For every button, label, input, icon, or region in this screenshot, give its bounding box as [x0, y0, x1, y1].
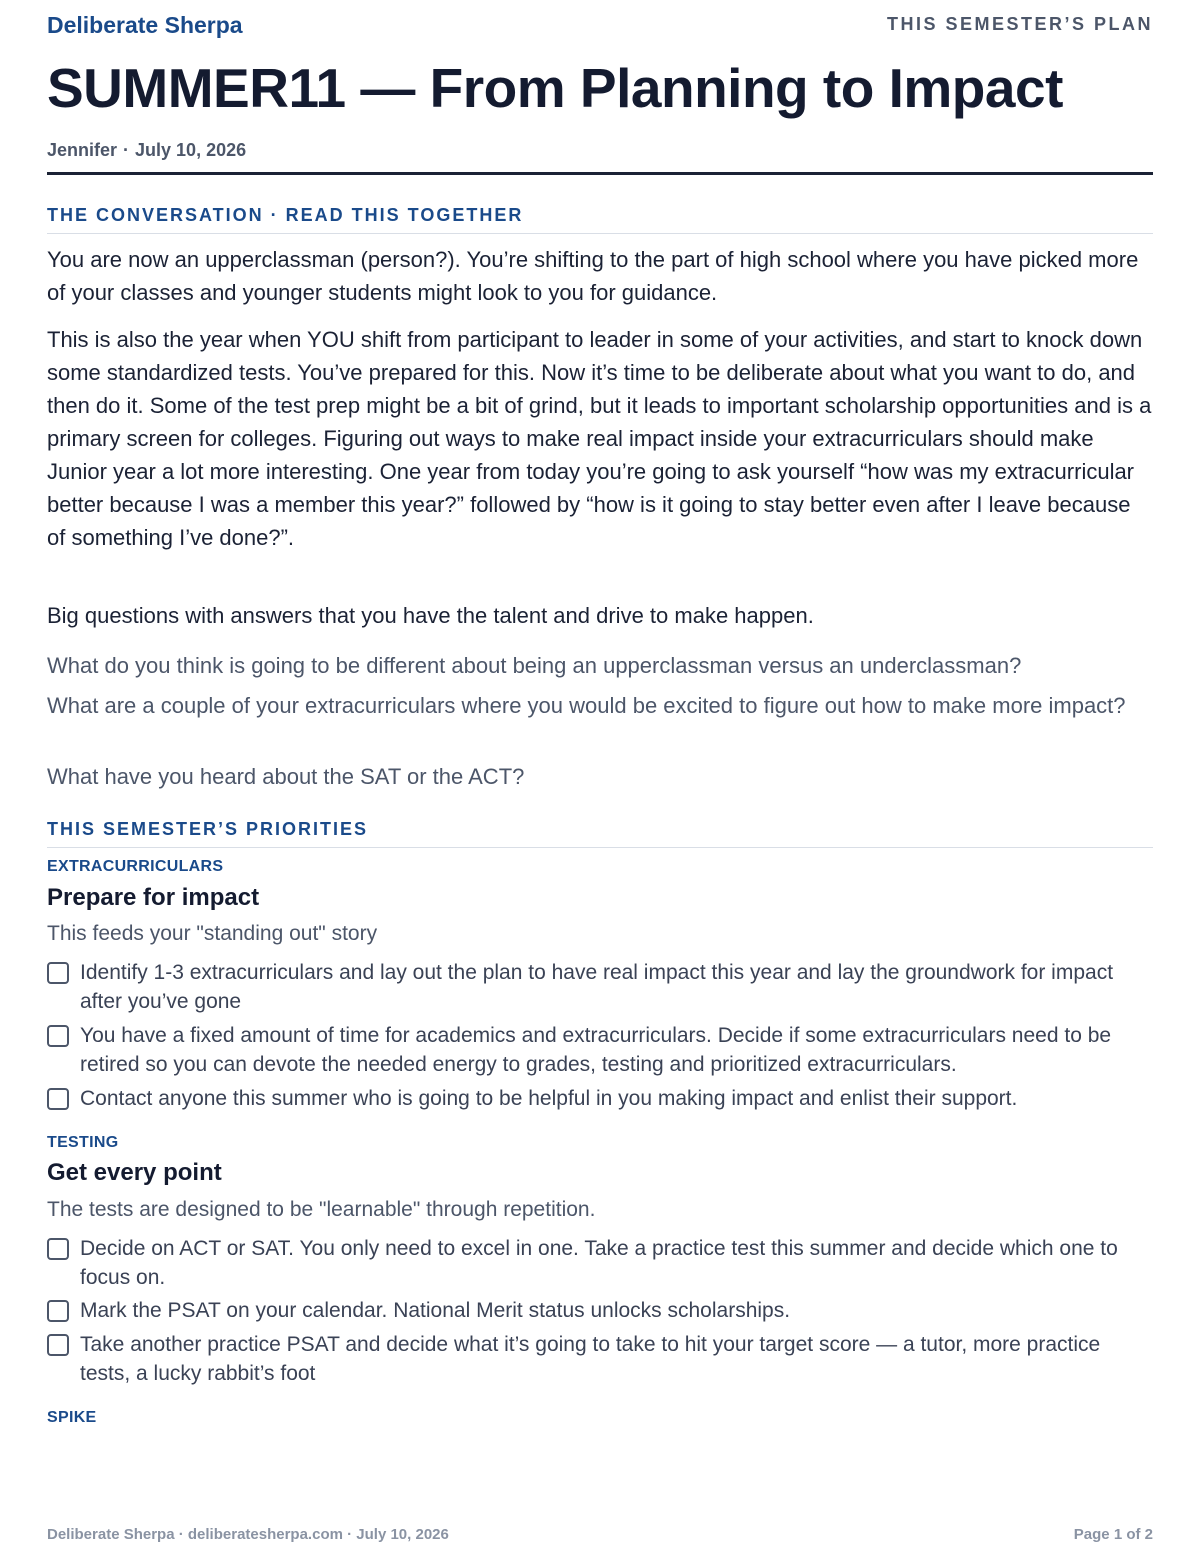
checklist-item-text: Identify 1-3 extracurriculars and lay out the plan to have real impact this year and lay the groundwork for impact after you’ve gone	[80, 961, 1114, 1013]
priorities-heading: THIS SEMESTER’S PRIORITIES	[47, 819, 1153, 848]
category-label-spike: SPIKE	[47, 1409, 97, 1426]
brand-name: Deliberate Sherpa	[47, 12, 243, 38]
page-title: SUMMER11 — From Planning to Impact	[47, 57, 1063, 119]
checkbox[interactable]	[47, 1300, 69, 1322]
header-divider	[47, 172, 1153, 175]
checklist-item-text: You have a fixed amount of time for academics and extracurriculars. Decide if some extracurriculars need to be retired so you can devote the needed energy to grades, testing and prioritized extracurriculars.	[80, 1024, 1112, 1076]
checklist-item-text: Mark the PSAT on your calendar. National Merit status unlocks scholarships.	[80, 1299, 791, 1322]
checklist-item-text: Contact anyone this summer who is going to be helpful in you making impact and enlist their support.	[80, 1087, 1018, 1110]
author-name: Jennifer	[47, 140, 118, 160]
category-label-testing: TESTING	[47, 1134, 119, 1151]
checklist-item	[47, 1084, 1153, 1113]
checklist-item-text: Decide on ACT or SAT. You only need to excel in one. Take a practice test this summer and decide which one to focus on.	[80, 1237, 1118, 1289]
priority-subtitle-testing: The tests are designed to be "learnable" through repetition.	[47, 1198, 596, 1221]
discussion-question-3: What have you heard about the SAT or the ACT?	[47, 764, 525, 789]
checkbox[interactable]	[47, 1088, 69, 1110]
document-page	[47, 0, 1153, 1553]
conversation-paragraph-3: Big questions with answers that you have the talent and drive to make happen.	[47, 603, 814, 628]
priority-title-extracurriculars: Prepare for impact	[47, 884, 260, 911]
checklist-item	[47, 1234, 1153, 1292]
priority-subtitle-extracurriculars: This feeds your "standing out" story	[47, 922, 378, 945]
conversation-heading: THE CONVERSATION · READ THIS TOGETHER	[47, 205, 1153, 234]
checklist-item	[47, 1296, 1153, 1325]
checkbox[interactable]	[47, 1238, 69, 1260]
priority-title-testing: Get every point	[47, 1159, 222, 1186]
checkbox[interactable]	[47, 1025, 69, 1047]
document-date: July 10, 2026	[135, 140, 247, 160]
category-label-extracurriculars: EXTRACURRICULARS	[47, 858, 224, 875]
page-footer-info: Deliberate Sherpa · deliberatesherpa.com · July 10, 2026	[47, 1526, 449, 1543]
meta-separator: ·	[123, 140, 130, 160]
document-meta	[47, 140, 246, 161]
checklist-item-text: Take another practice PSAT and decide what it’s going to take to hit your target score — a tutor, more practice tests, a lucky rabbit’s foot	[80, 1333, 1101, 1385]
discussion-question-1: What do you think is going to be different about being an upperclassman versus an underclassman?	[47, 653, 1022, 678]
page-header	[47, 10, 1153, 40]
discussion-question-2: What are a couple of your extracurriculars where you would be excited to figure out how to make more impact?	[47, 693, 1126, 718]
conversation-paragraph-1: You are now an upperclassman (person?). You’re shifting to the part of high school where you have picked more of your classes and younger students might look to you for guidance.	[47, 247, 1139, 305]
checklist-item	[47, 1330, 1153, 1388]
page-number: Page 1 of 2	[1073, 1526, 1153, 1543]
checkbox[interactable]	[47, 1334, 69, 1356]
checklist-item	[47, 958, 1153, 1016]
conversation-paragraph-2: This is also the year when YOU shift from participant to leader in some of your activities, and start to knock down some standardized tests. You’ve prepared for this. Now it’s time to be deliberate about what you want to do, and then do it. Some of the test prep might be a bit of grind, but it leads to important scholarship opportunities and is a primary screen for colleges. Figuring out ways to make real impact inside your extracurriculars should make Junior year a lot more interesting. One year from today you’re going to ask yourself “how was my extracurricular better because I was a member this year?” followed by “how is it going to stay better even after I leave because of something I’ve done?”.	[47, 327, 1152, 550]
plan-label: THIS SEMESTER’S PLAN	[886, 14, 1153, 34]
checkbox[interactable]	[47, 962, 69, 984]
checklist-item	[47, 1021, 1153, 1079]
